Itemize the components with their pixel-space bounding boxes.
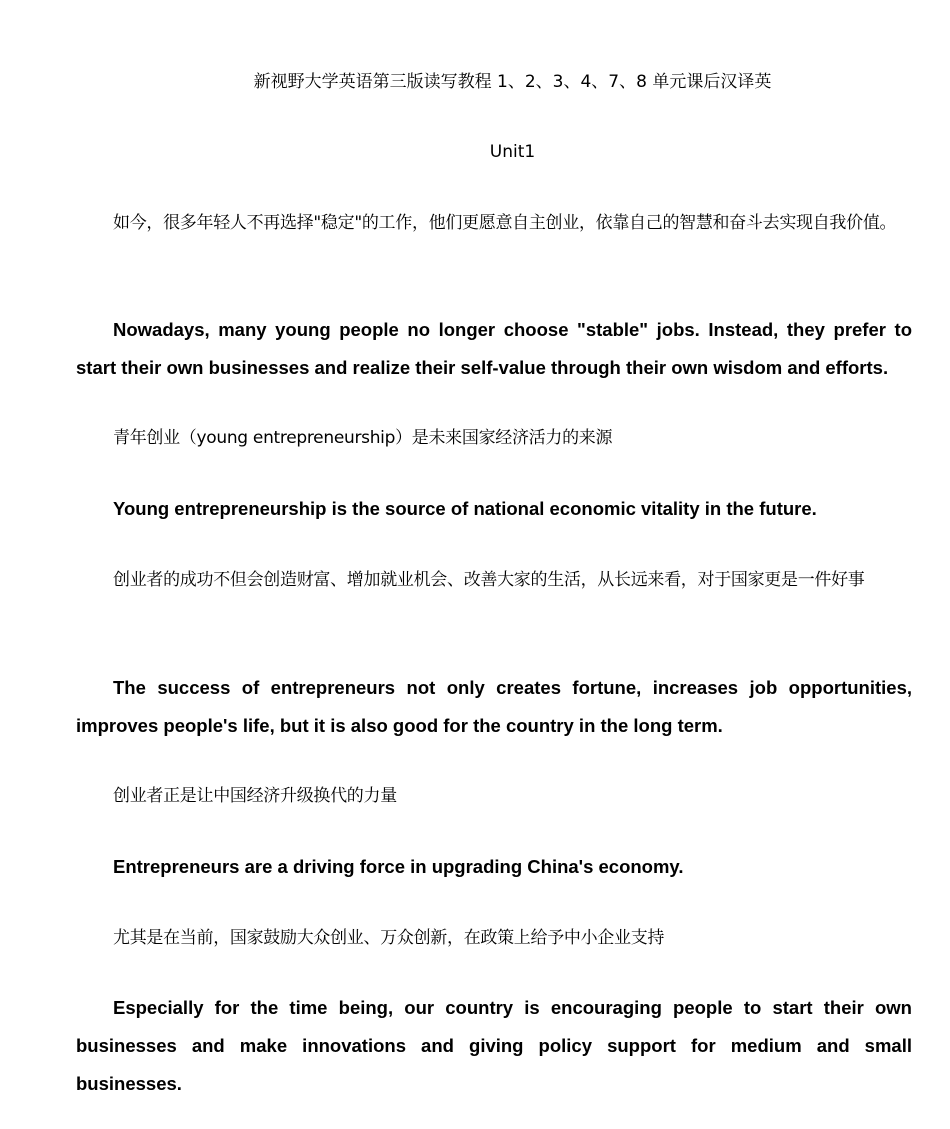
- english-translation-1: Nowadays, many young people no longer choose "stable" jobs. Instead, they prefer to start their own businesses and realize their self-value through their own wisdom and efforts.: [76, 319, 912, 378]
- unit-heading: Unit1: [489, 142, 536, 162]
- english-translation-3: The success of entrepreneurs not only creates fortune, increases job opportunities, improves people's life, but it is also good for the country in the long term.: [76, 677, 912, 736]
- chinese-paragraph-3: 创业者的成功不但会创造财富、增加就业机会、改善大家的生活，从长远来看，对于国家更是一件好事: [113, 570, 865, 590]
- english-translation-5: Especially for the time being, our country is encouraging people to start their own businesses and make innovations and giving policy support for medium and small businesses.: [76, 997, 912, 1094]
- chinese-paragraph-1: 如今，很多年轻人不再选择"稳定"的工作，他们更愿意自主创业，依靠自己的智慧和奋斗去实现自我价值。: [113, 213, 897, 233]
- document-title: 新视野大学英语第三版读写教程 1、2、3、4、7、8 单元课后汉译英: [253, 72, 772, 92]
- chinese-paragraph-4: 创业者正是让中国经济升级换代的力量: [113, 786, 397, 806]
- chinese-paragraph-2: 青年创业（young entrepreneurship）是未来国家经济活力的来源: [113, 428, 613, 448]
- chinese-paragraph-5: 尤其是在当前，国家鼓励大众创业、万众创新，在政策上给予中小企业支持: [113, 928, 665, 948]
- english-translation-4: Entrepreneurs are a driving force in upgrading China's economy.: [113, 856, 684, 877]
- english-translation-2: Young entrepreneurship is the source of national economic vitality in the future.: [113, 498, 817, 519]
